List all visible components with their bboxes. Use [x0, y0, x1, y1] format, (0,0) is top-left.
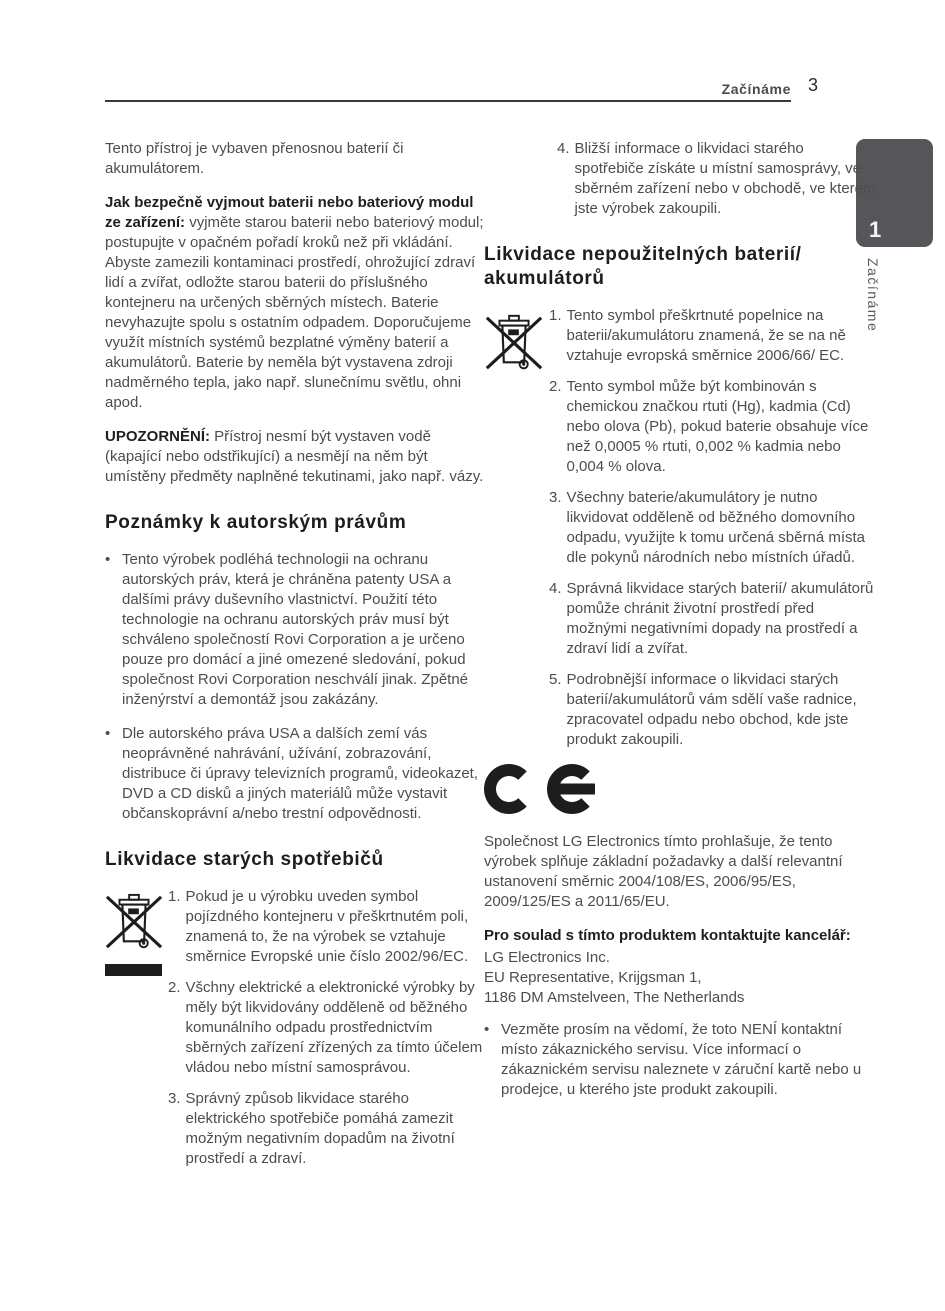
battery-crossed-bin-icon [484, 310, 542, 380]
copyright-bullet-2-text: Dle autorského práva USA a dalších zemí vás neoprávněné nahrávání, užívání, zobrazování, distribuce či úpravy televizních programů, videokazet, DVD a CD disků a jiných materiálů může vystavit občanskoprávní a/nebo trestní odpovědnosti. [122, 725, 479, 822]
battery-item-1 [549, 306, 876, 366]
bullet-marker: • [484, 1021, 490, 1038]
bullet-marker: • [105, 725, 111, 742]
copyright-bullet-1 [105, 550, 485, 710]
weee-crossed-bin-icon [105, 889, 163, 976]
battery-item-3-text: Všechny baterie/akumulátory je nutno likvidovat odděleně od běžného domovního odpadu, využijte k tomu určená sběrná místa dle pokynů národních nebo místních úřadů. [566, 489, 866, 566]
disposal-heading: Likvidace starých spotřebičů [105, 849, 384, 870]
battery-removal-text: vyjměte starou baterii nebo bateriový modul; postupujte v opačném pořadí kroků než při vkládání. Abyste zamezili kontaminaci prostředí, ohrožující zdraví lidí a zvířat, odložte starou baterii do příslušného kontejneru na určených sběrných místech. Baterie nevyhazujte spolu s ostatním odpadem. Doporučujeme využít místních systémů bezplatné výměny baterií a akumulátorů. Baterie by neměla být vystavena zdroji nadměrného tepla, jako např. slunečnímu světlu, ohni apod. [105, 214, 484, 411]
item-number: 3. [549, 489, 562, 506]
header-section-title: Začínáme [721, 81, 791, 97]
service-note-bullet [484, 1020, 876, 1100]
disposal-item-2-text: Všchny elektrické a elektronické výrobky by měly být likvidovány odděleně od běžného komunálního odpadu prostřednictvím sběrných zařízení zřízených za tímto účelem vládou nebo místní samosprávou. [185, 979, 483, 1076]
address-line-3: 1186 DM Amstelveen, The Netherlands [484, 989, 745, 1006]
ce-letter-c [484, 764, 534, 814]
battery-item-2-text: Tento symbol může být kombinován s chemickou značkou rtuti (Hg), kadmia (Cd) nebo olova (Pb), pokud baterie obsahuje více než 0,0005 % rtuti, 0,002 % kadmia nebo 0,004 % olova. [566, 378, 869, 475]
ce-letter-e [547, 764, 597, 814]
battery-removal-paragraph [105, 193, 485, 413]
caution-text: Přístroj nesmí být vystaven vodě (kapající nebo odstřikující) a nesmějí na něm být umístěny předměty naplněné tekutinami, jako např. vázy. [105, 428, 484, 485]
item-number: 5. [549, 671, 562, 688]
disposal-item-4-wrapper [484, 139, 876, 219]
battery-disposal-list [484, 306, 876, 750]
disposal-list [105, 887, 485, 1169]
battery-item-2 [549, 377, 876, 477]
copyright-heading: Poznámky k autorským právům [105, 512, 407, 533]
copyright-bullet-1-text: Tento výrobek podléhá technologii na ochranu autorských práv, která je chráněna patenty USA a dalšími právy duševního vlastnictví. Použití této technologie na ochranu autorských práv musí být schváleno společností Rovi Corporation a je určeno pouze pro domácí a jiné omezené sledování, pokud společnost Rovi Corporation neschválí jinak. Zpětné inženýrství a demontáž jsou zakázány. [122, 551, 469, 708]
item-number: 1. [168, 888, 181, 905]
ce-mark-icon [484, 764, 876, 814]
disposal-item-4 [557, 139, 876, 219]
ce-declaration: Společnost LG Electronics tímto prohlašuje, že tento výrobek splňuje základní požadavky a další relevantní ustanovení směrnic 2004/108/ES, 2006/95/ES, 2009/125/ES a 2011/65/EU. [484, 833, 843, 910]
battery-item-5 [549, 670, 876, 750]
disposal-item-2 [168, 978, 485, 1078]
item-number: 3. [168, 1090, 181, 1107]
caution-paragraph [105, 427, 485, 487]
item-number: 4. [549, 580, 562, 597]
disposal-item-1-text: Pokud je u výrobku uveden symbol pojízdného kontejneru v přeškrtnutém poli, znamená to, že na výrobek se vztahuje směrnice Evropské unie číslo 2002/96/EC. [185, 888, 469, 965]
intro-paragraph: Tento přístroj je vybaven přenosnou baterií či akumulátorem. [105, 140, 404, 177]
battery-item-4-text: Správná likvidace starých baterií/ akumulátorů pomůže chránit životní prostředí před možnými negativními dopady na prostředí a zdraví lidí a zvířat. [566, 580, 874, 657]
chapter-number: 1 [869, 217, 882, 242]
item-number: 4. [557, 140, 570, 157]
battery-item-4 [549, 579, 876, 659]
header-rule [105, 100, 791, 102]
chapter-vertical-label: Začínáme [865, 258, 881, 333]
battery-item-5-text: Podrobnější informace o likvidaci starých baterií/akumulátorů vám sdělí vaše radnice, zpracovatel odpadu nebo obchod, kde jste produkt zakoupili. [566, 671, 857, 748]
disposal-item-1 [168, 887, 485, 967]
disposal-item-3-text: Správný způsob likvidace starého elektrického spotřebiče pomáhá zamezit možným negativním dopadům na životní prostředí a zdraví. [185, 1090, 455, 1167]
disposal-item-3 [168, 1089, 485, 1169]
battery-item-3 [549, 488, 876, 568]
battery-disposal-heading: Likvidace nepoužitelných baterií/ akumulátorů [484, 244, 802, 289]
right-column [484, 139, 876, 1114]
caution-lead: UPOZORNĚNÍ: [105, 428, 210, 445]
address-line-2: EU Representative, Krijgsman 1, [484, 969, 702, 986]
disposal-item-4-text: Bližší informace o likvidaci starého spotřebiče získáte u místní samosprávy, ve sběrném zařízení nebo v obchodě, ve kterém jste výrobek zakoupili. [574, 140, 876, 217]
left-column [105, 139, 485, 1180]
item-number: 2. [549, 378, 562, 395]
page-number: 3 [808, 75, 819, 95]
contact-lead: Pro soulad s tímto produktem kontaktujte kancelář: [484, 927, 851, 944]
service-note-text: Vezměte prosím na vědomí, že toto NENÍ kontaktní místo zákaznického servisu. Více informací o zákaznickém servisu naleznete v záruční kartě nebo u prodejce, u kterého jste produkt zakoupili. [501, 1021, 862, 1098]
bullet-marker: • [105, 551, 111, 568]
battery-removal-lead: Jak bezpečně vyjmout baterii nebo bateriový modul ze zařízení: [105, 194, 474, 231]
item-number: 2. [168, 979, 181, 996]
battery-item-1-text: Tento symbol přeškrtnuté popelnice na baterii/akumulátoru znamená, že se na ně vztahuje evropská směrnice 2006/66/ EC. [566, 307, 846, 364]
address-line-1: LG Electronics Inc. [484, 949, 610, 966]
weee-black-bar [105, 964, 162, 976]
item-number: 1. [549, 307, 562, 324]
copyright-bullet-2 [105, 724, 485, 824]
